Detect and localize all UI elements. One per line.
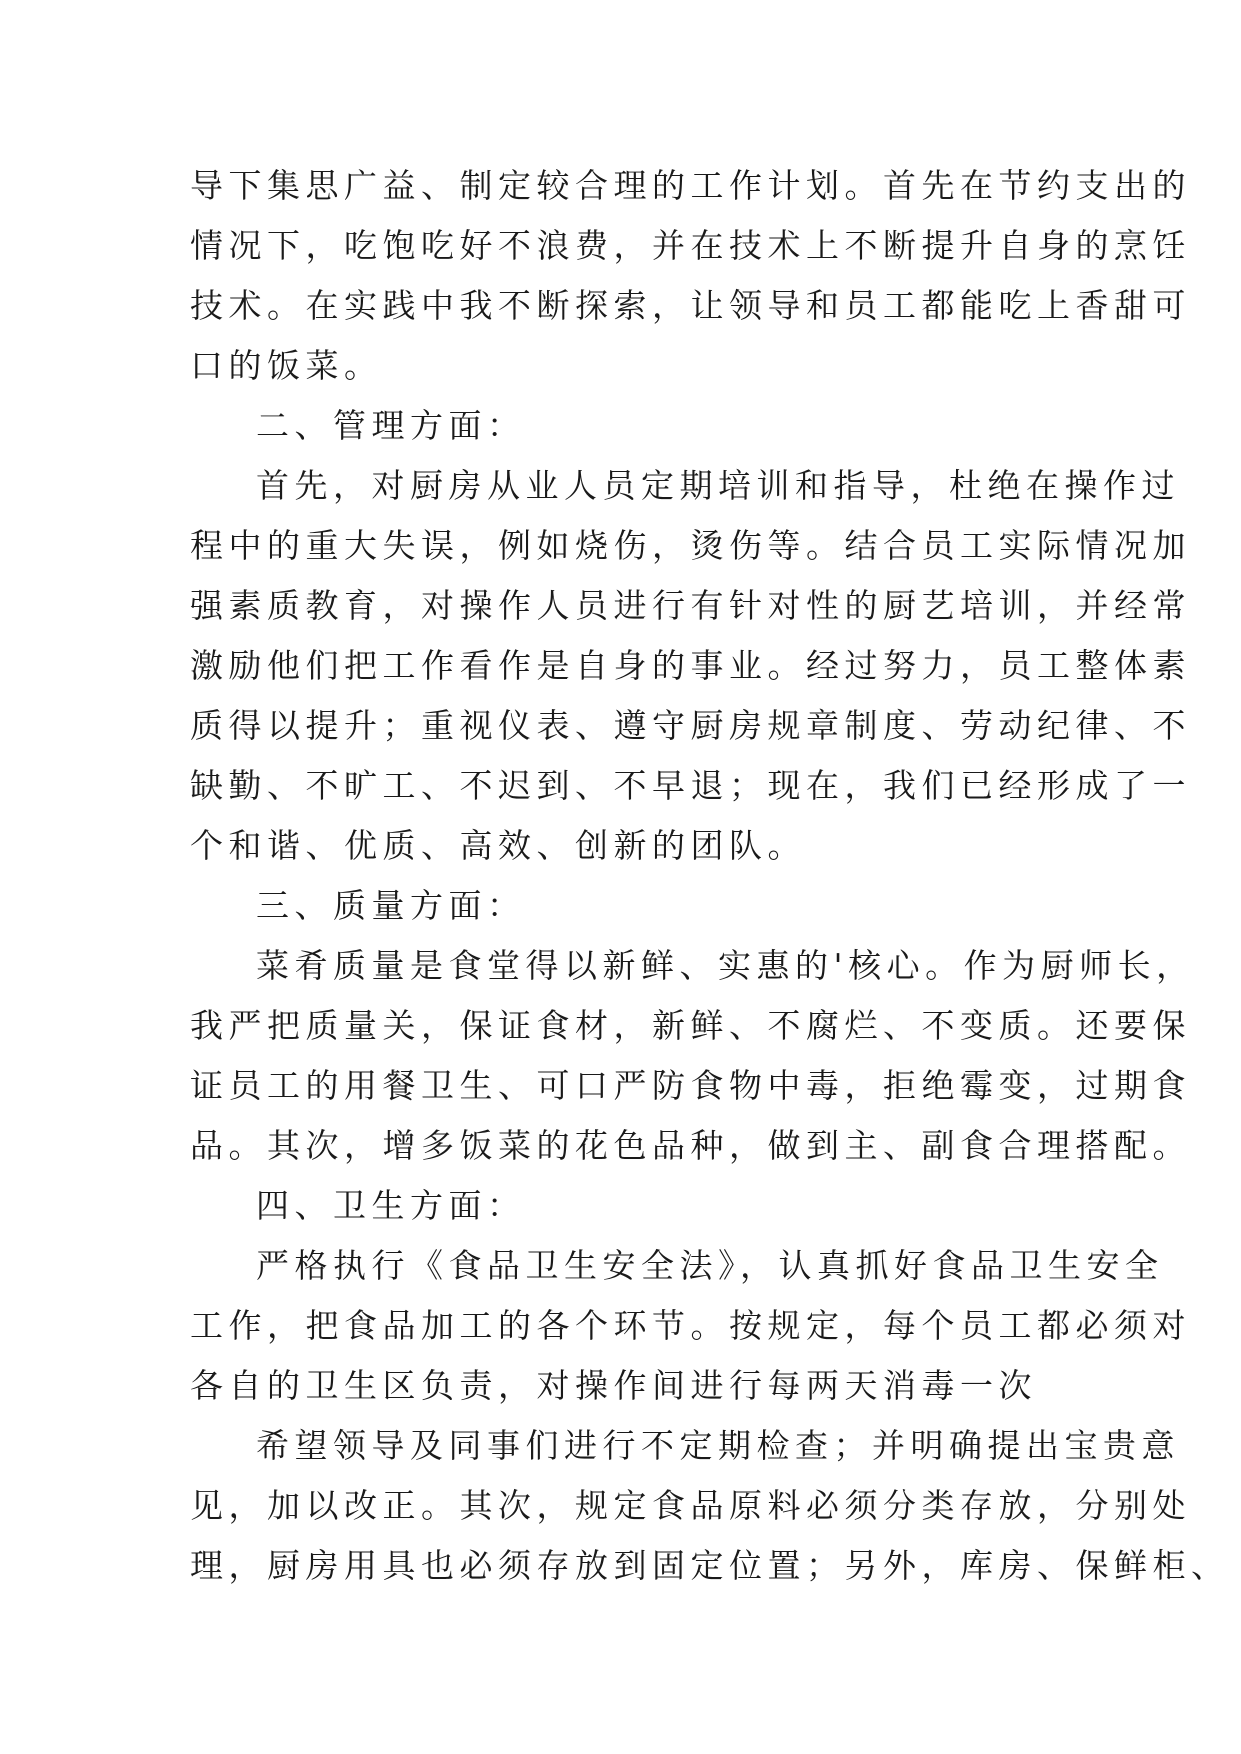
text-line: 证员工的用餐卫生、可口严防食物中毒，拒绝霉变，过期食 <box>190 1066 1191 1105</box>
text-line: 缺勤、不旷工、不迟到、不早退；现在，我们已经形成了一 <box>190 766 1191 805</box>
section-heading-quality: 三、质量方面： <box>256 886 526 925</box>
text-line: 我严把质量关，保证食材，新鲜、不腐烂、不变质。还要保 <box>190 1006 1191 1045</box>
text-line: 质得以提升；重视仪表、遵守厨房规章制度、劳动纪律、不 <box>190 706 1191 745</box>
text-line: 激励他们把工作看作是自身的事业。经过努力，员工整体素 <box>190 646 1191 685</box>
text-line: 见，加以改正。其次，规定食品原料必须分类存放，分别处 <box>190 1486 1191 1525</box>
text-line: 技术。在实践中我不断探索，让领导和员工都能吃上香甜可 <box>190 286 1191 325</box>
text-line: 首先，对厨房从业人员定期培训和指导，杜绝在操作过 <box>256 466 1180 505</box>
text-line: 理，厨房用具也必须存放到固定位置；另外，库房、保鲜柜、 <box>190 1546 1230 1585</box>
text-line: 品。其次，增多饭菜的花色品种，做到主、副食合理搭配。 <box>190 1126 1191 1165</box>
text-line: 情况下，吃饱吃好不浪费，并在技术上不断提升自身的烹饪 <box>190 226 1191 265</box>
section-heading-hygiene: 四、卫生方面： <box>256 1186 526 1225</box>
text-line: 菜肴质量是食堂得以新鲜、实惠的'核心。作为厨师长， <box>256 946 1195 985</box>
text-line: 工作，把食品加工的各个环节。按规定，每个员工都必须对 <box>190 1306 1191 1345</box>
text-line: 希望领导及同事们进行不定期检查；并明确提出宝贵意 <box>256 1426 1180 1465</box>
text-line: 个和谐、优质、高效、创新的团队。 <box>190 826 806 865</box>
text-line: 口的饭菜。 <box>190 346 383 385</box>
text-line: 严格执行《食品卫生安全法》，认真抓好食品卫生安全 <box>256 1246 1164 1285</box>
text-line: 强素质教育，对操作人员进行有针对性的厨艺培训，并经常 <box>190 586 1191 625</box>
text-line: 导下集思广益、制定较合理的工作计划。首先在节约支出的 <box>190 166 1191 205</box>
body-text <box>190 156 1230 1596</box>
section-heading-management: 二、管理方面： <box>256 406 526 445</box>
text-line: 各自的卫生区负责，对操作间进行每两天消毒一次 <box>190 1366 1037 1405</box>
text-line: 程中的重大失误，例如烧伤，烫伤等。结合员工实际情况加 <box>190 526 1191 565</box>
